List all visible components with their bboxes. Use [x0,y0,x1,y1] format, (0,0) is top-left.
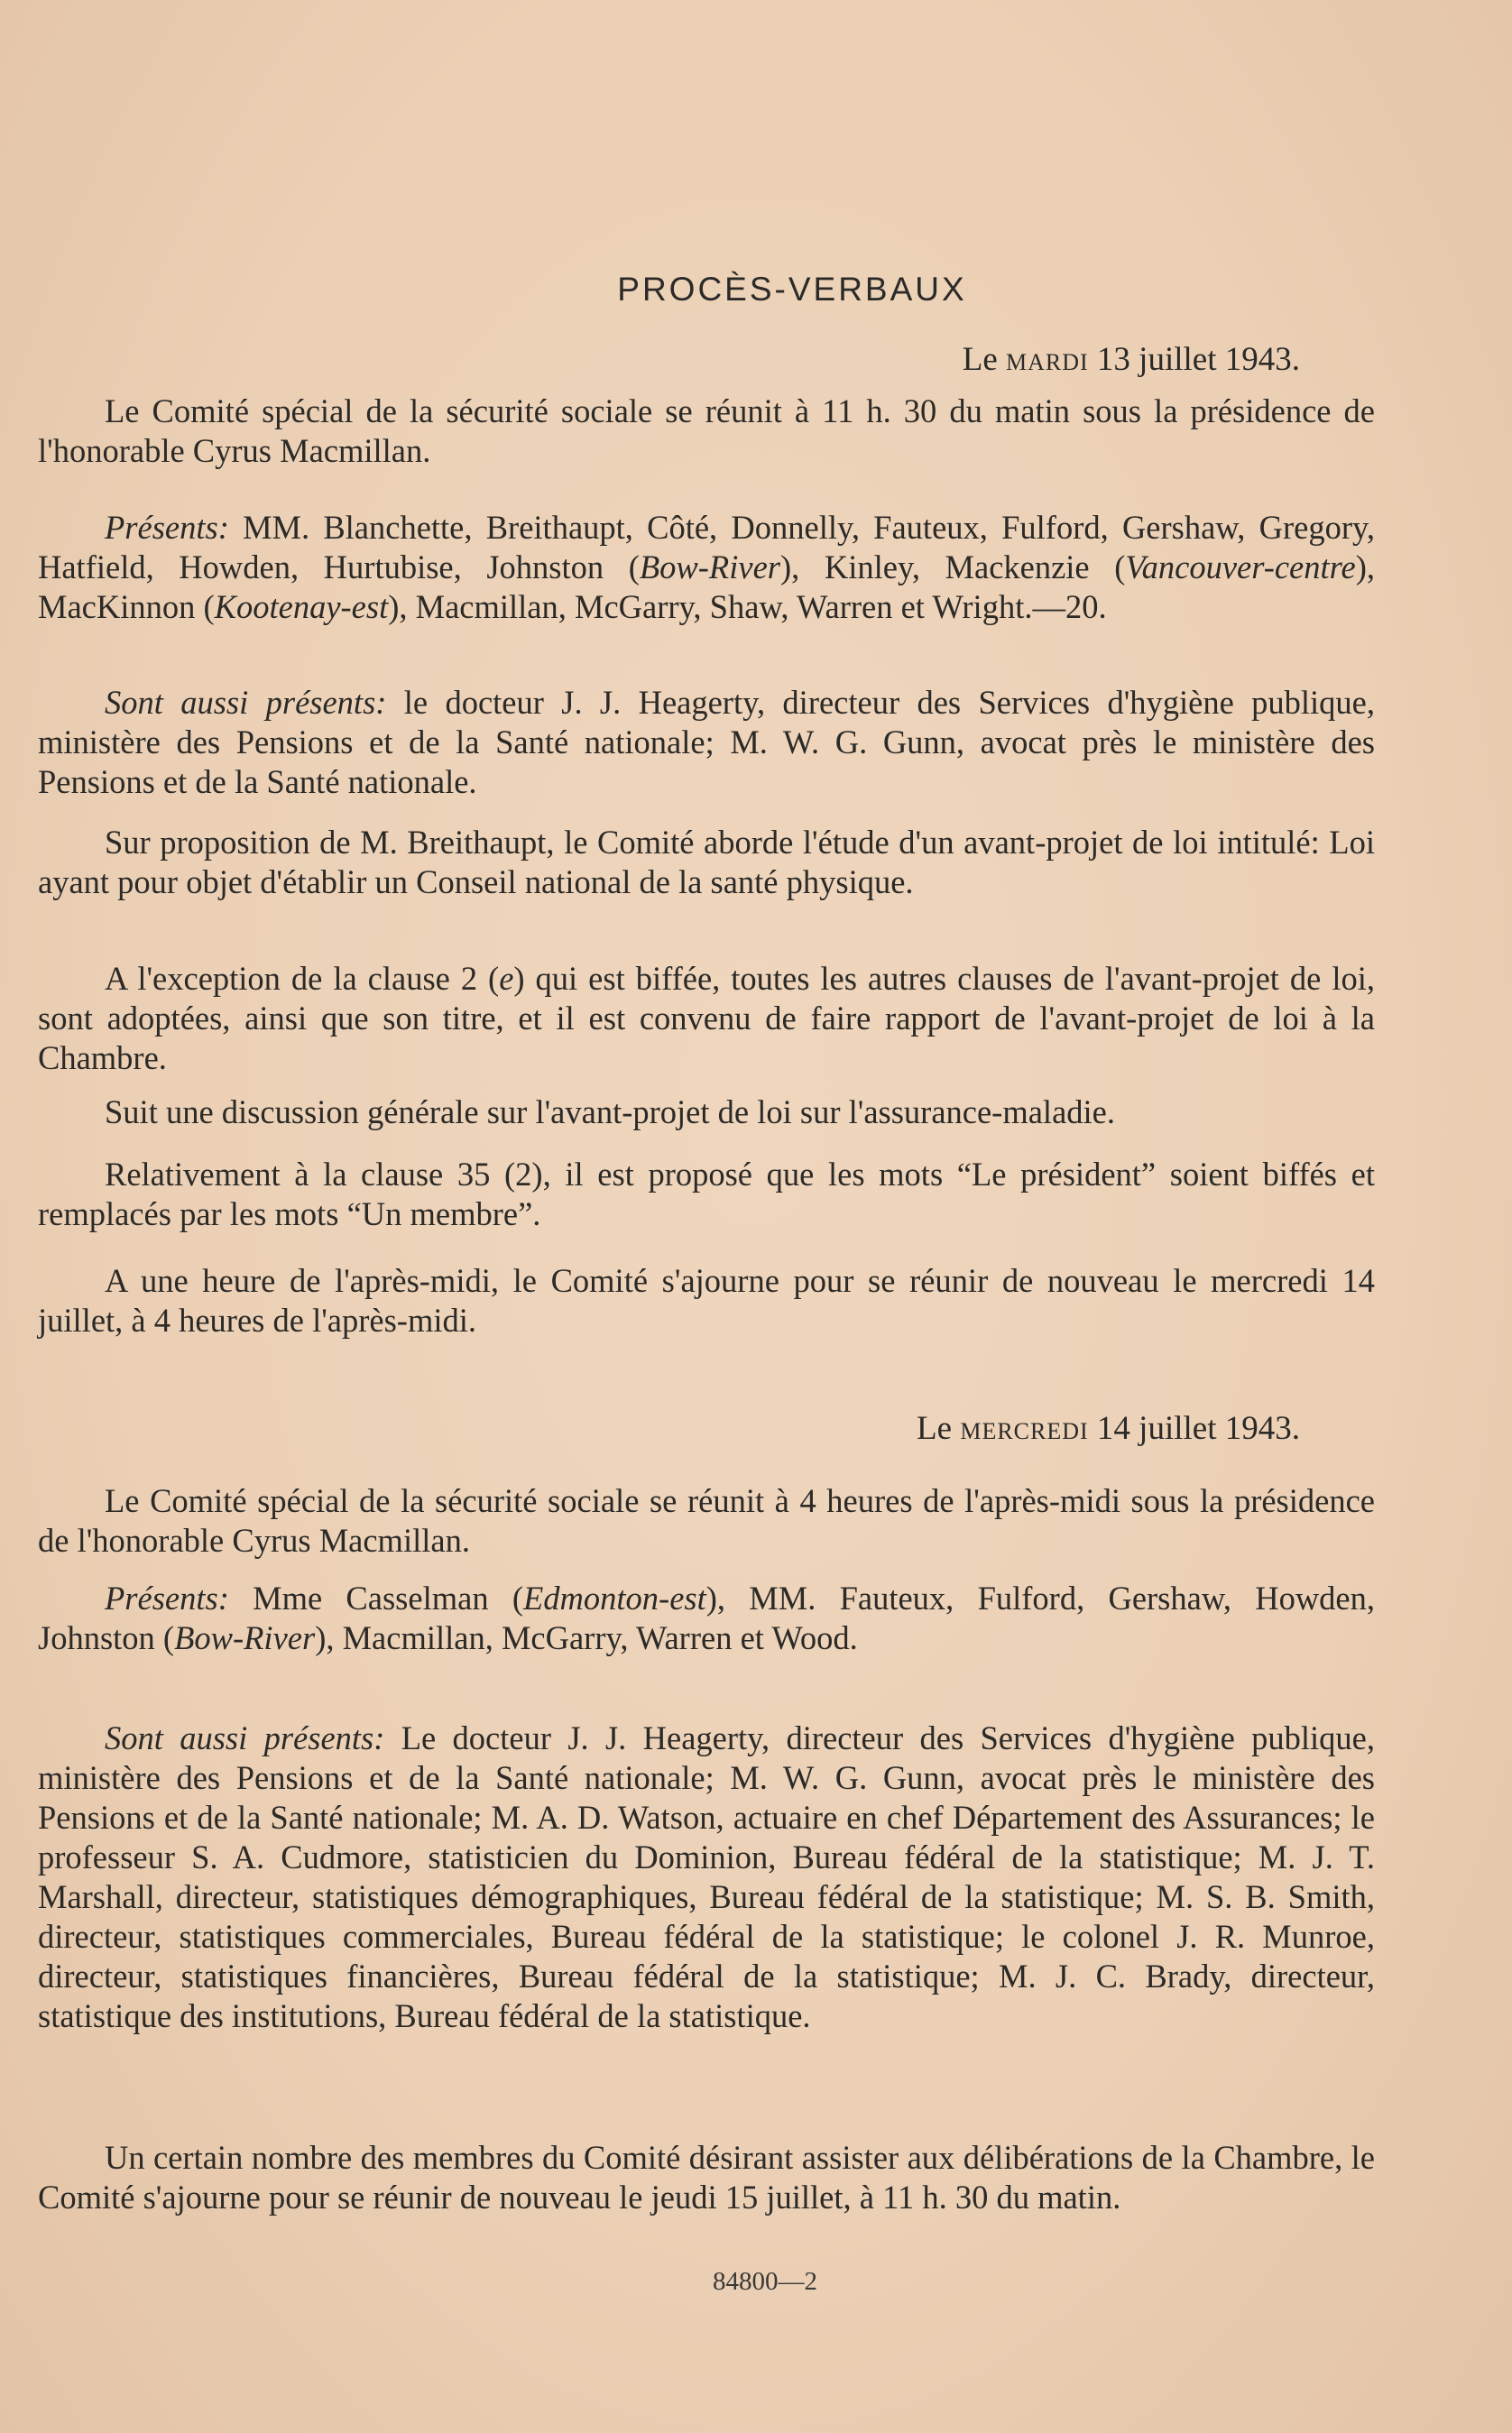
meeting2-date: Le mercredi 14 juillet 1943. [917,1410,1300,1447]
meeting2-present: Présents: Mme Casselman (Edmonton-est), MM. Fauteux, Fulford, Gershaw, Howden, Johnston (Bow-River), Macmillan, McGarry, Warren et Wood. [38,1580,1375,1656]
meeting1-clause: Relativement à la clause 35 (2), il est proposé que les mots “Le président” soient biffés et remplacés par les mots “Un membre”. [38,1156,1375,1232]
meeting1-exception: A l'exception de la clause 2 (e) qui est biffée, toutes les autres clauses de l'avant-projet de loi, sont adoptées, ainsi que son titre, et il est convenu de faire rapport de l'avant-projet de loi à la Chambre. [38,960,1375,1076]
meeting1-adjourn: A une heure de l'après-midi, le Comité s'ajourne pour se réunir de nouveau le mercredi 14 juillet, à 4 heures de l'après-midi. [38,1262,1375,1339]
meeting1-present: Présents: MM. Blanchette, Breithaupt, Côté, Donnelly, Fauteux, Fulford, Gershaw, Gregory, Hatfield, Howden, Hurtubise, Johnston (Bow-River), Kinley, Mackenzie (Vancouver-centre), MacKinnon (Kootenay-est), Macmillan, McGarry, Shaw, Warren et Wright.—20. [38,509,1375,625]
meeting1-discussion: Suit une discussion générale sur l'avant-projet de loi sur l'assurance-maladie. [105,1093,1115,1130]
meeting2-opening: Le Comité spécial de la sécurité sociale se réunit à 4 heures de l'après-midi sous la présidence de l'honorable Cyrus Macmillan. [38,1482,1375,1559]
page-heading: PROCÈS-VERBAUX [617,271,967,308]
meeting2-adjourn: Un certain nombre des membres du Comité désirant assister aux délibérations de la Chambre, le Comité s'ajourne pour se réunir de nouveau le jeudi 15 juillet, à 11 h. 30 du matin. [38,2139,1375,2216]
meeting1-opening: Le Comité spécial de la sécurité sociale se réunit à 11 h. 30 du matin sous la présidence de l'honorable Cyrus Macmillan. [38,392,1375,469]
meeting1-proposal: Sur proposition de M. Breithaupt, le Comité aborde l'étude d'un avant-projet de loi intitulé: Loi ayant pour objet d'établir un Conseil national de la santé physique. [38,824,1375,900]
page-footer: 84800—2 [713,2267,817,2296]
meeting1-also-present: Sont aussi présents: le docteur J. J. Heagerty, directeur des Services d'hygiène publique, ministère des Pensions et de la Santé nationale; M. W. G. Gunn, avocat près le ministère des Pensions et de la Santé nationale. [38,684,1376,800]
meeting1-date: Le mardi 13 juillet 1943. [962,341,1300,378]
meeting2-also-present: Sont aussi présents: Le docteur J. J. Heagerty, directeur des Services d'hygiène publique, ministère des Pensions et de la Santé nationale; M. W. G. Gunn, avocat près le ministère des Pensions et de la Santé nationale; M. A. D. Watson, actuaire en chef Département des Assurances; le professeur S. A. Cudmore, statisticien du Dominion, Bureau fédéral de la statistique; M. J. T. Marshall, directeur, statistiques démographiques, Bureau fédéral de la statistique; M. S. B. Smith, directeur, statistiques commerciales, Bureau fédéral de la statistique; le colonel J. R. Munroe, directeur, statistiques financières, Bureau fédéral de la statistique; M. J. C. Brady, directeur, statistique des institutions, Bureau fédéral de la statistique. [38,1719,1375,2034]
